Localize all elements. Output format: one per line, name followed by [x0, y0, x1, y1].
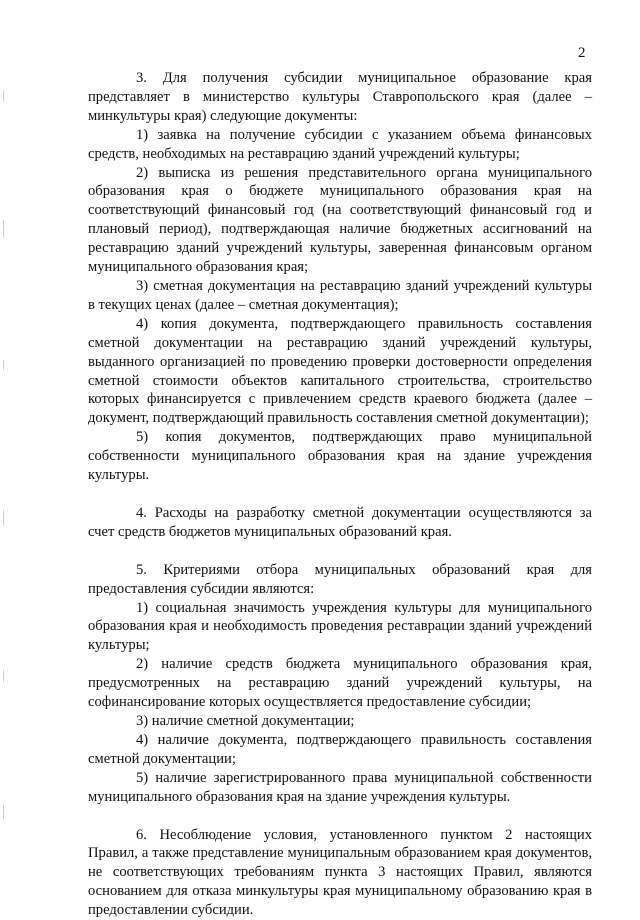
- paragraph-3: 3. Для получения субсидии муниципальное образование края представляет в министерство культуры Ставропольского края (далее – минкультуры края) следующие документы:: [88, 70, 592, 124]
- scan-edge-mark: [3, 670, 4, 682]
- section-6: [88, 826, 592, 920]
- paragraph-4: 4. Расходы на разработку сметной документации осуществляются за счет средств бюджетов муниципальных образований края.: [88, 504, 592, 540]
- paragraph-5-5: 5) наличие зарегистрированного права муниципальной собственности муниципального образования края на здание учреждения культуры.: [88, 769, 592, 805]
- section-5: [88, 561, 592, 807]
- paragraph-3-1: 1) заявка на получение субсидии с указанием объема финансовых средств, необходимых на реставрацию зданий учреждений культуры;: [88, 126, 592, 162]
- paragraph-5-3: 3) наличие сметной документации;: [136, 713, 355, 729]
- paragraph-3-4: 4) копия документа, подтверждающего правильность составления сметной документации на реставрацию зданий учреждений культуры, выданного организацией по проведению проверки достоверности определения сметной стоимости объектов капитального строительства, строительство которых финансируется с привлечением средств краевого бюджета (далее – документ, подтверждающий правильность составления сметной документации);: [88, 315, 592, 427]
- page-number: 2: [578, 45, 586, 61]
- paragraph-6: 6. Несоблюдение условия, установленного пунктом 2 настоящих Правил, а также представление муниципальным образованием края документов, не соответствующих требованиям пункта 3 настоящих Правил, являются основанием для отказа минкультуры края муниципальному образованию края в предоставлении субсидии.: [88, 826, 592, 919]
- scan-edge-mark: [3, 360, 4, 370]
- section-3: [88, 69, 592, 485]
- scan-edge-mark: [3, 510, 4, 526]
- document-body: [88, 69, 592, 920]
- paragraph-3-2: 2) выписка из решения представительного органа муниципального образования края о бюджете муниципального образования края на соответствующий финансовый год (на соответствующий финансовый год и плановый период), подтверждающая наличие бюджетных ассигнований на реставрацию зданий учреждений культуры, заверенная финансовым органом муниципального образования края;: [88, 164, 592, 276]
- scan-edge-mark: [3, 805, 4, 819]
- paragraph-5-2: 2) наличие средств бюджета муниципального образования края, предусмотренных на реставрацию зданий учреждений культуры, на софинансирование которых осуществляется предоставление субсидии;: [88, 656, 592, 711]
- paragraph-5-1: 1) социальная значимость учреждения культуры для муниципального образования края и необходимость проведения реставрации зданий учреждений культуры;: [88, 599, 592, 654]
- scan-edge-mark: [3, 90, 4, 102]
- paragraph-3-3: 3) сметная документация на реставрацию зданий учреждений культуры в текущих ценах (далее – сметная документация);: [88, 277, 592, 313]
- paragraph-3-5: 5) копия документов, подтверждающих право муниципальной собственности муниципального образования края на здание учреждения культуры.: [88, 429, 592, 484]
- paragraph-5-4: 4) наличие документа, подтверждающего правильность составления сметной документации;: [88, 731, 592, 767]
- section-4: [88, 504, 592, 542]
- scan-edge-mark: [3, 220, 4, 238]
- paragraph-5: 5. Критериями отбора муниципальных образований края для предоставления субсидии являются:: [88, 561, 592, 597]
